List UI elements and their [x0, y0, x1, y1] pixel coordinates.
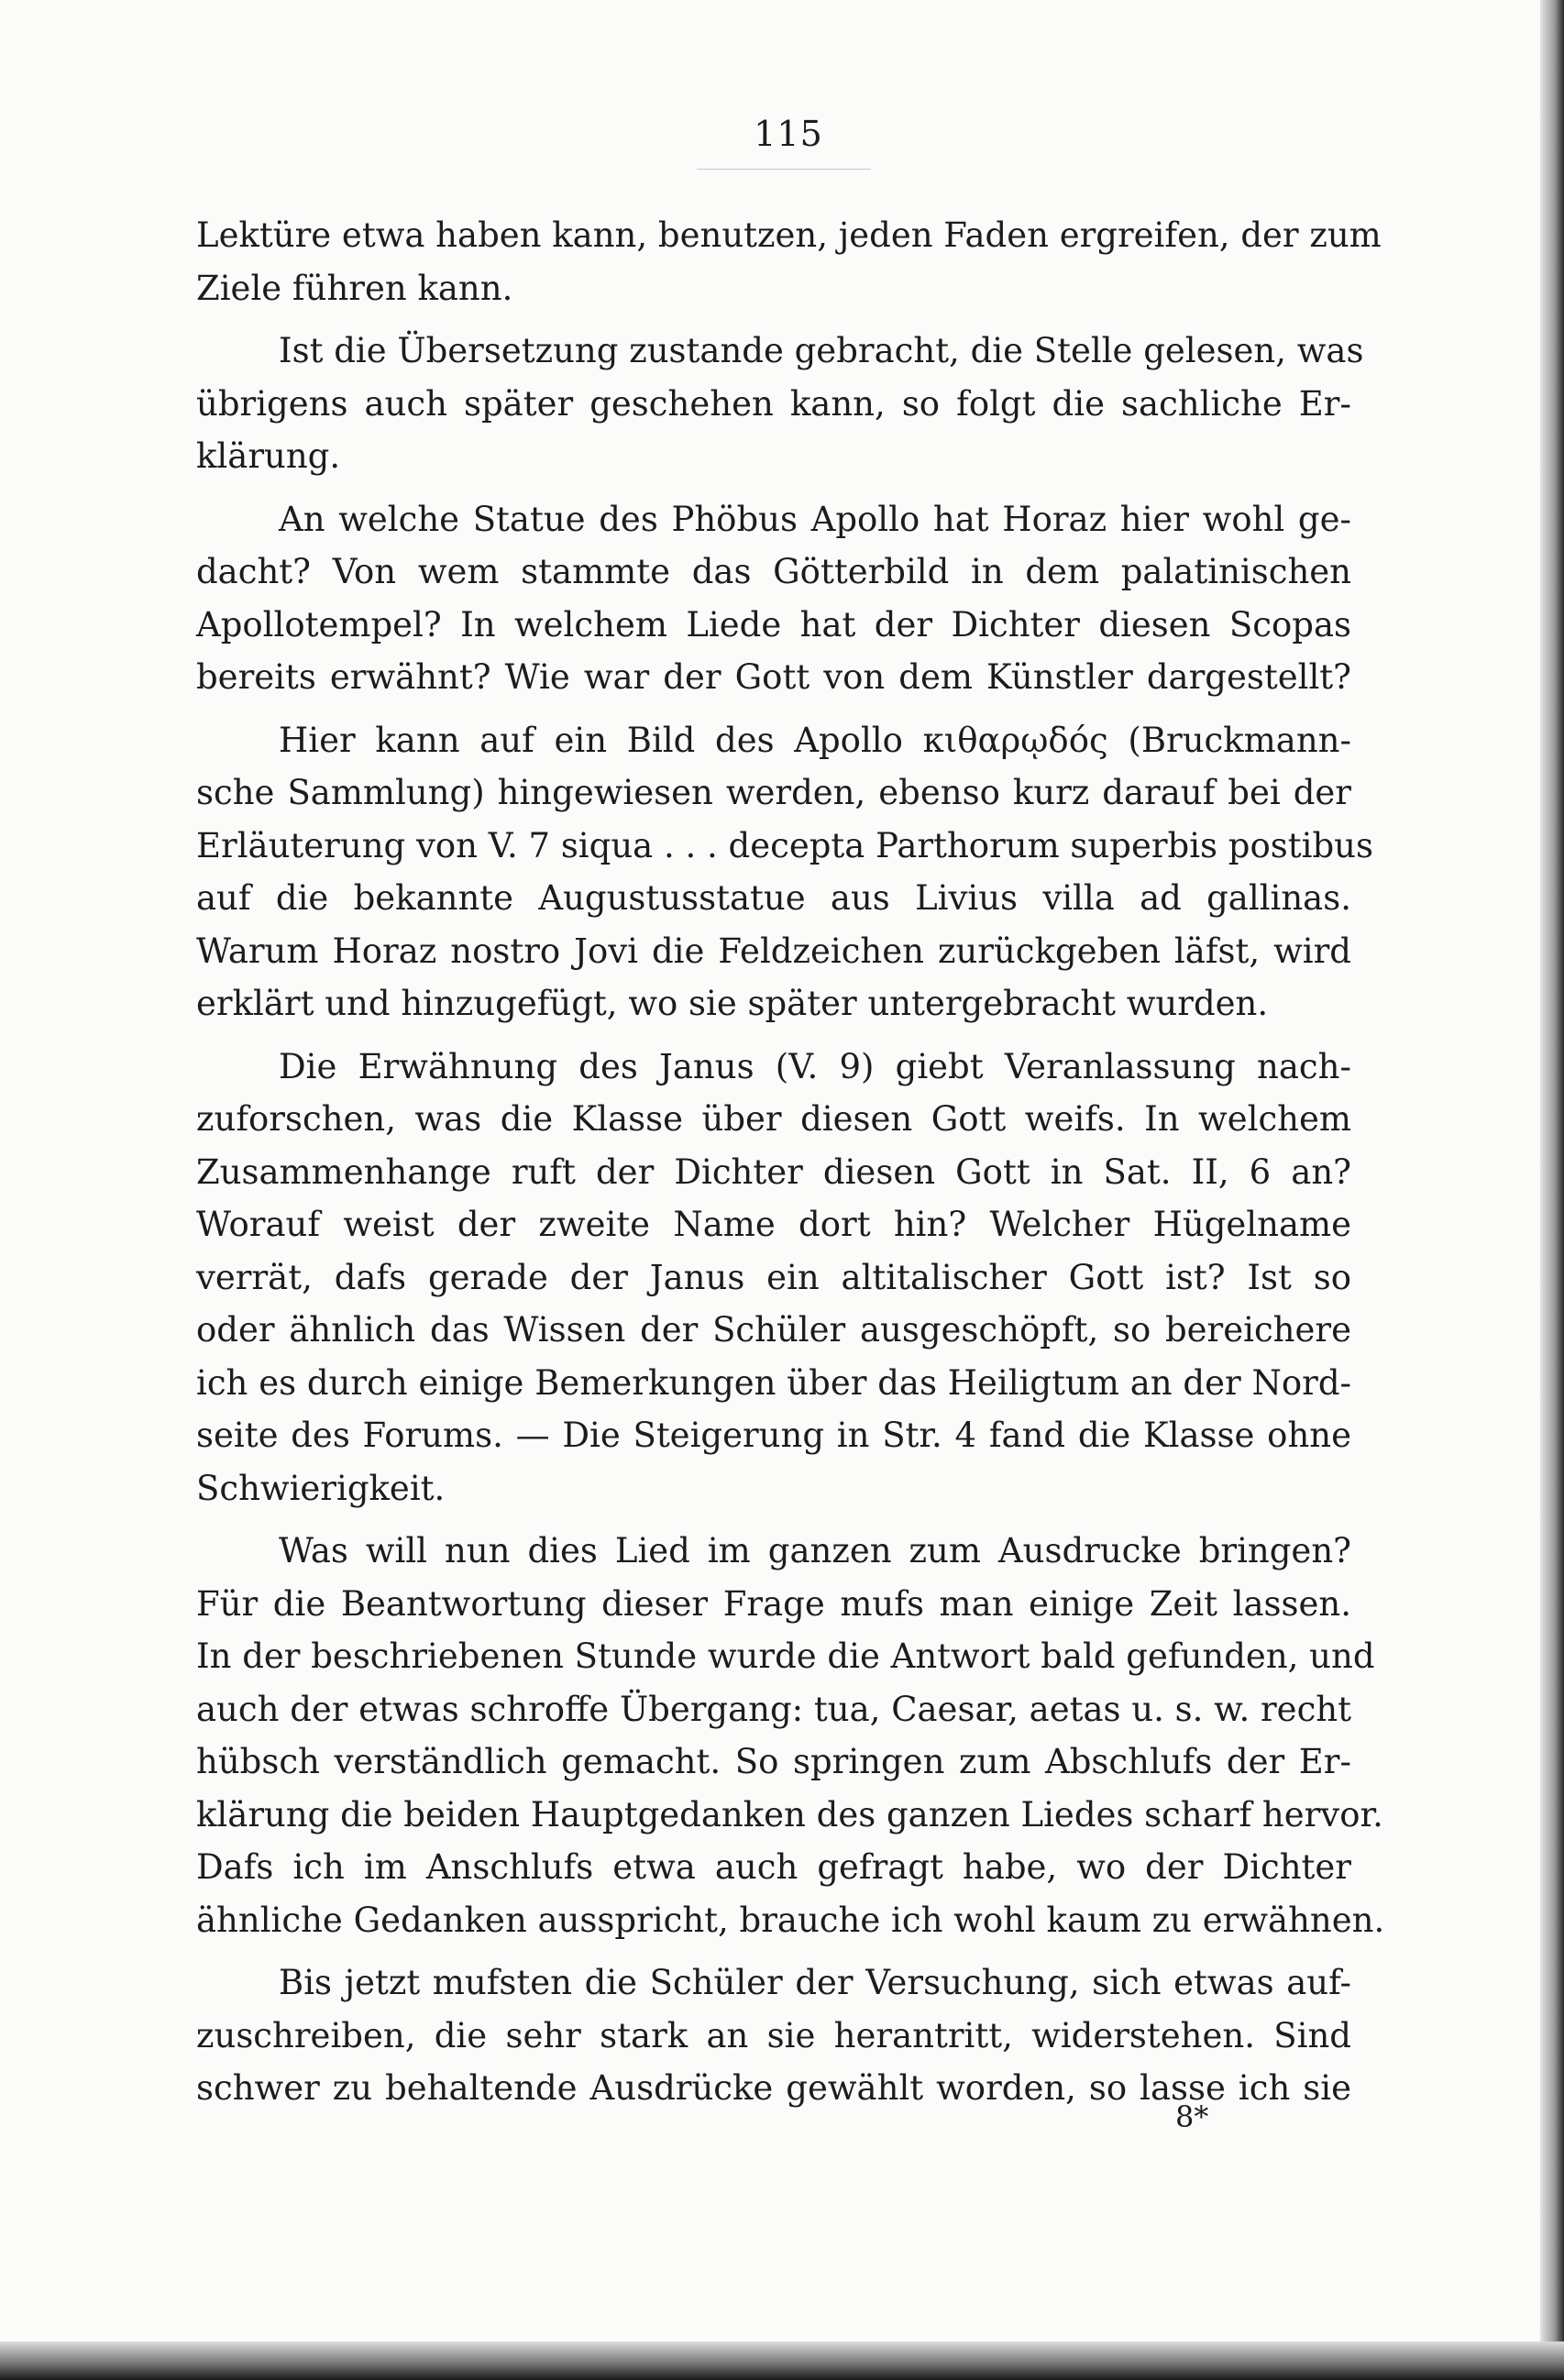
- page-number: 115: [754, 114, 823, 154]
- header-rule: [697, 169, 871, 170]
- text-line: Ziele führen kann.: [196, 268, 513, 308]
- text-line: erklärt und hinzugefügt, wo sie später untergebracht wurden.: [196, 984, 1269, 1023]
- text-line: Erläuterung von V. 7 siqua . . . decepta Parthorum superbis postibus: [196, 825, 1373, 865]
- text-line: Apollotempel? In welchem Liede hat der Dichter diesen Scopas: [196, 604, 1351, 645]
- paragraph-start-line: Was will nun dies Lied im ganzen zum Ausdrucke bringen?: [279, 1531, 1351, 1570]
- paragraph-start-line: An welche Statue des Phöbus Apollo hat Horaz hier wohl ge-: [279, 499, 1351, 539]
- text-line: Dafs ich im Anschlufs etwa auch gefragt habe, wo der Dichter: [196, 1847, 1351, 1887]
- paragraph-start-line: Hier kann auf ein Bild des Apollo κιθαρῳδός (Bruckmann-: [279, 720, 1351, 760]
- paragraph-start-line: Die Erwähnung des Janus (V. 9) giebt Veranlassung nach-: [279, 1046, 1351, 1086]
- text-line: auf die bekannte Augustusstatue aus Livius villa ad gallinas.: [196, 878, 1351, 918]
- text-line: Lektüre etwa haben kann, benutzen, jeden Faden ergreifen, der zum: [196, 215, 1382, 255]
- text-line: zuschreiben, die sehr stark an sie herantritt, widerstehen. Sind: [196, 2015, 1351, 2055]
- text-line: verrät, dafs gerade der Janus ein altitalischer Gott ist? Ist so: [196, 1257, 1351, 1297]
- text-line: ähnliche Gedanken ausspricht, brauche ich wohl kaum zu erwähnen.: [196, 1900, 1385, 1940]
- text-line: übrigens auch später geschehen kann, so folgt die sachliche Er-: [196, 383, 1351, 424]
- signature-mark: 8*: [1175, 2099, 1209, 2134]
- text-line: auch der etwas schroffe Übergang: tua, Caesar, aetas u. s. w. recht: [196, 1689, 1351, 1729]
- text-line: bereits erwähnt? Wie war der Gott von dem Künstler dargestellt?: [196, 657, 1351, 697]
- text-line: klärung die beiden Hauptgedanken des ganzen Liedes scharf hervor.: [196, 1794, 1383, 1835]
- paragraph-start-line: Bis jetzt mufsten die Schüler der Versuchung, sich etwas auf-: [279, 1963, 1351, 2002]
- paragraph-start-line: Ist die Übersetzung zustande gebracht, die Stelle gelesen, was: [279, 331, 1364, 370]
- text-line: In der beschriebenen Stunde wurde die Antwort bald gefunden, und: [196, 1636, 1375, 1676]
- text-line: schwer zu behaltende Ausdrücke gewählt worden, so lasse ich sie: [196, 2068, 1351, 2108]
- text-line: oder ähnlich das Wissen der Schüler ausgeschöpft, so bereichere: [196, 1310, 1351, 1350]
- text-line: Für die Beantwortung dieser Frage mufs man einige Zeit lassen.: [196, 1583, 1351, 1624]
- page-edge-shadow: [1540, 0, 1564, 2380]
- text-line: zuforschen, was die Klasse über diesen Gott weifs. In welchem: [196, 1099, 1351, 1139]
- text-line: dacht? Von wem stammte das Götterbild in dem palatinischen: [196, 552, 1351, 591]
- text-line: klärung.: [196, 436, 341, 476]
- text-line: Schwierigkeit.: [196, 1468, 446, 1508]
- page-bottom-shadow: [0, 2341, 1564, 2380]
- text-line: sche Sammlung) hingewiesen werden, ebenso kurz darauf bei der: [196, 773, 1351, 812]
- text-line: ich es durch einige Bemerkungen über das Heiligtum an der Nord-: [196, 1362, 1351, 1403]
- text-line: Zusammenhange ruft der Dichter diesen Gott in Sat. II, 6 an?: [196, 1151, 1351, 1192]
- text-line: Warum Horaz nostro Jovi die Feldzeichen zurückgeben läfst, wird: [196, 931, 1351, 971]
- body-text: [196, 209, 1385, 2115]
- text-line: hübsch verständlich gemacht. So springen zum Abschlufs der Er-: [196, 1742, 1351, 1781]
- text-line: seite des Forums. — Die Steigerung in Str. 4 fand die Klasse ohne: [196, 1416, 1351, 1455]
- text-line: Worauf weist der zweite Name dort hin? Welcher Hügelname: [196, 1205, 1351, 1244]
